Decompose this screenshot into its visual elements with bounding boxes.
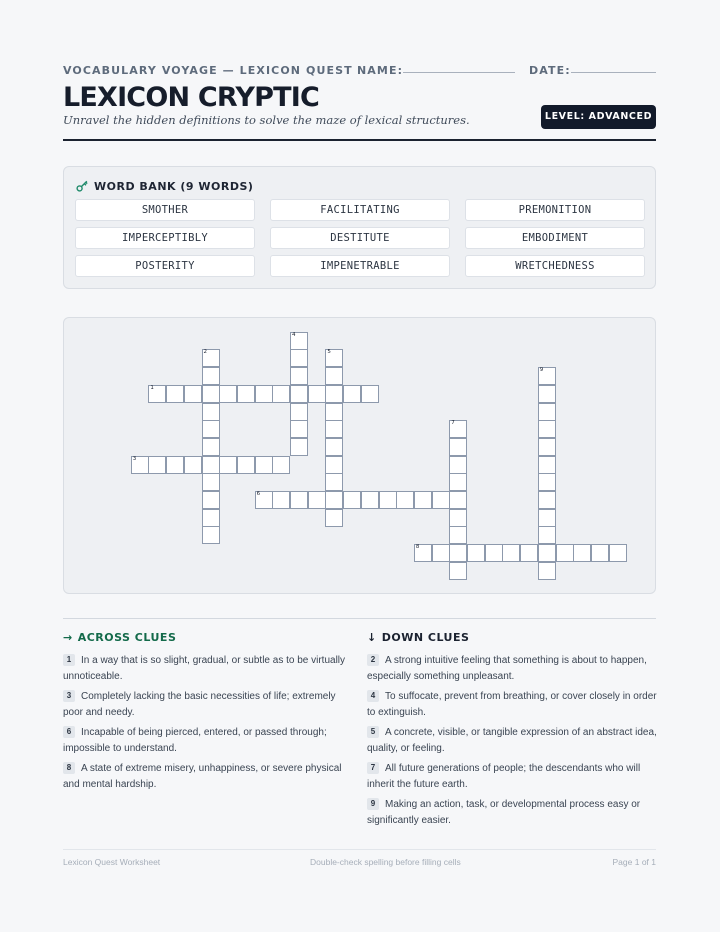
clue-number: 8 xyxy=(63,762,75,774)
clue-item xyxy=(367,761,657,793)
grid-cell[interactable] xyxy=(361,491,379,509)
word-bank-header xyxy=(76,178,253,194)
cell-number: 2 xyxy=(203,349,207,356)
grid-cell[interactable] xyxy=(290,420,308,438)
grid-cell[interactable] xyxy=(449,509,467,527)
grid-cell[interactable] xyxy=(255,456,273,474)
clue-number: 3 xyxy=(63,690,75,702)
grid-cell[interactable] xyxy=(449,491,467,509)
clue-text: In a way that is so slight, gradual, or subtle as to be virtually unnoticeable. xyxy=(63,655,346,682)
grid-cell[interactable] xyxy=(272,491,290,509)
clue-item xyxy=(63,653,353,685)
key-icon xyxy=(76,180,88,192)
clue-item xyxy=(367,725,657,757)
grid-cell[interactable] xyxy=(184,385,202,403)
cell-number: 3 xyxy=(132,455,137,462)
word-bank-word: EMBODIMENT xyxy=(465,227,645,249)
footer-center: Double-check spelling before filling cells xyxy=(310,857,461,867)
grid-cell[interactable] xyxy=(396,491,414,509)
across-clues-title: ACROSS CLUES xyxy=(77,630,177,644)
grid-cell[interactable] xyxy=(202,420,220,438)
word-bank-word: IMPERCEPTIBLY xyxy=(75,227,255,249)
grid-cell[interactable] xyxy=(166,456,184,474)
grid-cell[interactable] xyxy=(290,403,308,421)
grid-cell[interactable] xyxy=(202,349,220,367)
grid-cell[interactable] xyxy=(272,456,290,474)
clue-text: Incapable of being pierced, entered, or passed through; impossible to understand. xyxy=(63,727,327,754)
grid-cell[interactable] xyxy=(538,526,556,544)
clue-number: 5 xyxy=(367,726,379,738)
page-title: LEXICON CRYPTIC xyxy=(63,82,320,113)
word-bank-word: IMPENETRABLE xyxy=(270,255,450,277)
grid-cell[interactable] xyxy=(467,544,485,562)
grid-cell[interactable] xyxy=(202,385,220,403)
grid-cell[interactable] xyxy=(449,544,467,562)
clue-item xyxy=(367,653,657,685)
grid-cell[interactable] xyxy=(325,456,343,474)
grid-cell[interactable] xyxy=(255,491,273,509)
grid-cell[interactable] xyxy=(290,491,308,509)
date-field[interactable] xyxy=(571,72,656,73)
clue-text: A state of extreme misery, unhappiness, or severe physical and mental hardship. xyxy=(63,763,342,790)
grid-cell[interactable] xyxy=(414,491,432,509)
grid-cell[interactable] xyxy=(325,491,343,509)
down-clues xyxy=(367,630,657,833)
grid-cell[interactable] xyxy=(148,456,166,474)
grid-cell[interactable] xyxy=(538,491,556,509)
grid-cell[interactable] xyxy=(538,438,556,456)
grid-cell[interactable] xyxy=(219,456,237,474)
brand-label: VOCABULARY VOYAGE — LEXICON QUEST xyxy=(63,64,353,77)
clue-number: 6 xyxy=(63,726,75,738)
grid-cell[interactable] xyxy=(148,385,166,403)
grid-cell[interactable] xyxy=(538,420,556,438)
cell-number: 8 xyxy=(415,544,420,551)
grid-cell[interactable] xyxy=(538,385,556,403)
grid-cell[interactable] xyxy=(325,349,343,367)
level-badge: LEVEL: ADVANCED xyxy=(541,105,656,129)
grid-cell[interactable] xyxy=(184,456,202,474)
grid-cell[interactable] xyxy=(449,473,467,491)
word-bank xyxy=(63,166,656,289)
cell-number: 5 xyxy=(327,349,331,356)
grid-cell[interactable] xyxy=(538,403,556,421)
cell-number: 7 xyxy=(451,420,455,427)
clue-item xyxy=(367,689,657,721)
grid-cell[interactable] xyxy=(219,385,237,403)
grid-cell[interactable] xyxy=(325,509,343,527)
grid-cell[interactable] xyxy=(502,544,520,562)
grid-cell[interactable] xyxy=(290,438,308,456)
grid-cell[interactable] xyxy=(432,544,450,562)
grid-cell[interactable] xyxy=(538,544,556,562)
footer-left: Lexicon Quest Worksheet xyxy=(63,857,161,867)
grid-cell[interactable] xyxy=(202,367,220,385)
clue-text: All future generations of people; the descendants who will inherit the future earth. xyxy=(367,763,641,790)
grid-cell[interactable] xyxy=(166,385,184,403)
grid-cell[interactable] xyxy=(449,526,467,544)
word-bank-word: POSTERITY xyxy=(75,255,255,277)
grid-cell[interactable] xyxy=(325,438,343,456)
grid-cell[interactable] xyxy=(290,349,308,367)
grid-cell[interactable] xyxy=(449,562,467,580)
grid-cell[interactable] xyxy=(290,367,308,385)
grid-cell[interactable] xyxy=(202,473,220,491)
grid-cell[interactable] xyxy=(272,385,290,403)
arrow-down-icon: ↓ xyxy=(367,630,377,644)
cell-number: 1 xyxy=(150,384,154,391)
across-clues xyxy=(63,630,353,797)
clue-item xyxy=(63,689,353,721)
grid-cell[interactable] xyxy=(591,544,609,562)
clue-text: To suffocate, prevent from breathing, or cover closely in order to extinguish. xyxy=(367,691,657,718)
clue-number: 9 xyxy=(367,798,379,810)
word-bank-title: WORD BANK (9 WORDS) xyxy=(94,179,254,193)
grid-cell[interactable] xyxy=(202,403,220,421)
clue-item xyxy=(367,797,657,829)
word-bank-word: PREMONITION xyxy=(465,199,645,221)
grid-cell[interactable] xyxy=(237,385,255,403)
grid-cell[interactable] xyxy=(538,473,556,491)
grid-cell[interactable] xyxy=(202,491,220,509)
clue-number: 1 xyxy=(63,654,75,666)
word-bank-word: SMOTHER xyxy=(75,199,255,221)
clue-number: 4 xyxy=(367,690,379,702)
page-subtitle: Unravel the hidden definitions to solve the maze of lexical structures. xyxy=(63,113,470,127)
cell-number: 6 xyxy=(256,491,261,497)
grid-cell[interactable] xyxy=(485,544,503,562)
grid-cell[interactable] xyxy=(609,544,627,562)
arrow-right-icon: → xyxy=(63,630,73,644)
clue-item xyxy=(63,761,353,793)
clue-text: Completely lacking the basic necessities of life; extremely poor and needy. xyxy=(63,691,336,718)
grid-cell[interactable] xyxy=(202,509,220,527)
grid-cell[interactable] xyxy=(449,420,467,438)
clue-text: A strong intuitive feeling that something is about to happen, especially something unpleasant. xyxy=(367,655,647,682)
grid-cell[interactable] xyxy=(538,509,556,527)
grid-cell[interactable] xyxy=(556,544,574,562)
grid-cell[interactable] xyxy=(379,491,397,509)
grid-cell[interactable] xyxy=(538,562,556,580)
grid-cell[interactable] xyxy=(343,385,361,403)
grid-cell[interactable] xyxy=(325,420,343,438)
across-clues-header xyxy=(63,630,353,644)
clue-number: 2 xyxy=(367,654,379,666)
grid-cell[interactable] xyxy=(237,456,255,474)
cell-number: 9 xyxy=(539,367,544,374)
grid-cell[interactable] xyxy=(432,491,450,509)
footer-divider xyxy=(63,849,656,850)
grid-cell[interactable] xyxy=(255,385,273,403)
section-divider xyxy=(63,618,656,619)
grid-cell[interactable] xyxy=(290,385,308,403)
down-clues-header xyxy=(367,630,657,644)
grid-cell[interactable] xyxy=(202,456,220,474)
date-label: DATE: xyxy=(529,64,571,77)
clue-item xyxy=(63,725,353,757)
header-divider xyxy=(63,139,656,141)
cell-number: 4 xyxy=(292,331,296,338)
grid-cell[interactable] xyxy=(202,438,220,456)
name-field[interactable] xyxy=(403,72,515,73)
grid-cell[interactable] xyxy=(414,544,432,562)
grid-cell[interactable] xyxy=(520,544,538,562)
header-meta-line xyxy=(63,64,656,78)
word-bank-word: DESTITUTE xyxy=(270,227,450,249)
clue-text: A concrete, visible, or tangible expression of an abstract idea, quality, or feeling. xyxy=(367,727,657,754)
down-clues-title: DOWN CLUES xyxy=(381,630,470,644)
grid-cell[interactable] xyxy=(361,385,379,403)
grid-cell[interactable] xyxy=(449,456,467,474)
footer-right: Page 1 of 1 xyxy=(612,857,656,867)
grid-cell[interactable] xyxy=(325,403,343,421)
word-bank-word: FACILITATING xyxy=(270,199,450,221)
grid-cell[interactable] xyxy=(131,456,149,474)
grid-cell[interactable] xyxy=(202,526,220,544)
grid-cell[interactable] xyxy=(325,473,343,491)
grid-cell[interactable] xyxy=(325,385,343,403)
grid-cell[interactable] xyxy=(325,367,343,385)
grid-cell[interactable] xyxy=(538,456,556,474)
clue-number: 7 xyxy=(367,762,379,774)
grid-cell[interactable] xyxy=(538,367,556,385)
grid-cell[interactable] xyxy=(308,385,326,403)
grid-cell[interactable] xyxy=(343,491,361,509)
grid-cell[interactable] xyxy=(308,491,326,509)
clue-text: Making an action, task, or developmental process easy or significantly easier. xyxy=(367,799,641,826)
word-bank-word: WRETCHEDNESS xyxy=(465,255,645,277)
crossword-grid xyxy=(63,317,656,594)
grid-cell[interactable] xyxy=(573,544,591,562)
grid-cell[interactable] xyxy=(290,332,308,350)
name-label: NAME: xyxy=(357,64,404,77)
grid-cell[interactable] xyxy=(449,438,467,456)
